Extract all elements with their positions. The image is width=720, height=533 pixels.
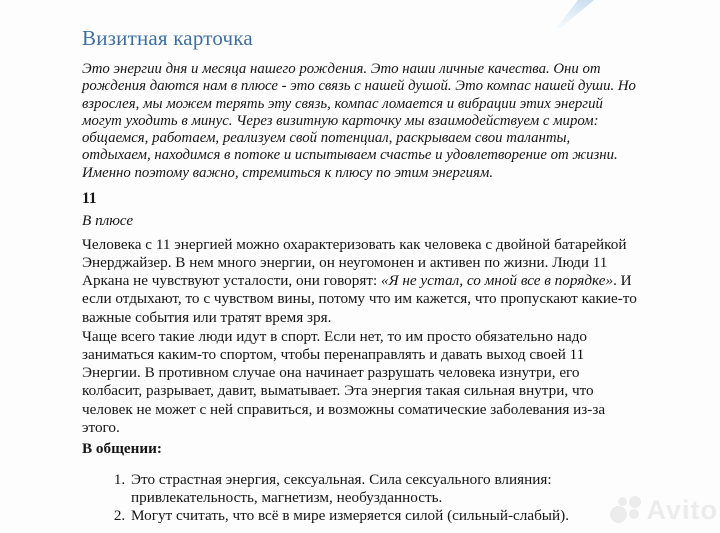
intro-paragraph: Это энергии дня и месяца нашего рождения. Это наши личные качества. Они от рождения даются нам в плюсе - это связь с нашей душой. Это компас нашей души. Но взрослея, мы можем терять эту связь, компас ломается и вибрации этих энергий могут уходить в минус. Через визитную карточку мы взаимодействуем с миром: общаемся, работаем, реализуем свой потенциал, раскрываем свои таланты, отдыхаем, находимся в потоке и испытываем счастье и удовлетворение от жизни. Именно поэтому важно, стремиться к плюсу по этим энергиям. bbox=[82, 61, 636, 181]
page-title: Визитная карточка bbox=[82, 26, 253, 50]
body-paragraph-plus bbox=[82, 236, 640, 327]
paragraph-text: . И если отдыхают, то с чувством вины, потому что им кажется, что пропускают какие-то важные события или тратят время зря. bbox=[82, 272, 637, 326]
communication-heading: В общении: bbox=[82, 439, 162, 457]
document-page bbox=[82, 0, 640, 524]
list-item: 1. Это страстная энергия, сексуальная. Сила сексуального влияния: привлекательность, магнетизм, необузданность. bbox=[129, 471, 640, 507]
avito-watermark bbox=[610, 496, 719, 524]
avito-watermark-text: Avito bbox=[646, 495, 718, 525]
avito-logo-icon bbox=[610, 496, 642, 524]
list-item: 2. Могут считать, что всё в мире измеряется силой (сильный-слабый). bbox=[129, 507, 640, 525]
subsection-title: В плюсе bbox=[82, 211, 134, 229]
communication-list bbox=[82, 471, 640, 524]
inline-quote: «Я не устал, со мной все в порядке» bbox=[380, 272, 614, 290]
section-number: 11 bbox=[82, 189, 97, 207]
paragraph-text: Человека с 11 энергией можно охарактеризовать как человека с двойной батарейкой Энерджайзер. В нем много энергии, он неугомонен и активен по жизни. Люди 11 Аркана не чувствуют усталости, они говорят: bbox=[82, 235, 627, 290]
body-paragraph-sport: Чаще всего такие люди идут в спорт. Если нет, то им просто обязательно надо заниматься каким-то спортом, чтобы перенаправлять и давать выход своей 11 Энергии. В противном случае она начинает разрушать человека изнутри, его колбасит, разрывает, давит, выматывает. Эта энергия такая сильная внутри, что человек не может с ней справиться, и возможны соматические заболевания из-за этого. bbox=[82, 327, 606, 436]
